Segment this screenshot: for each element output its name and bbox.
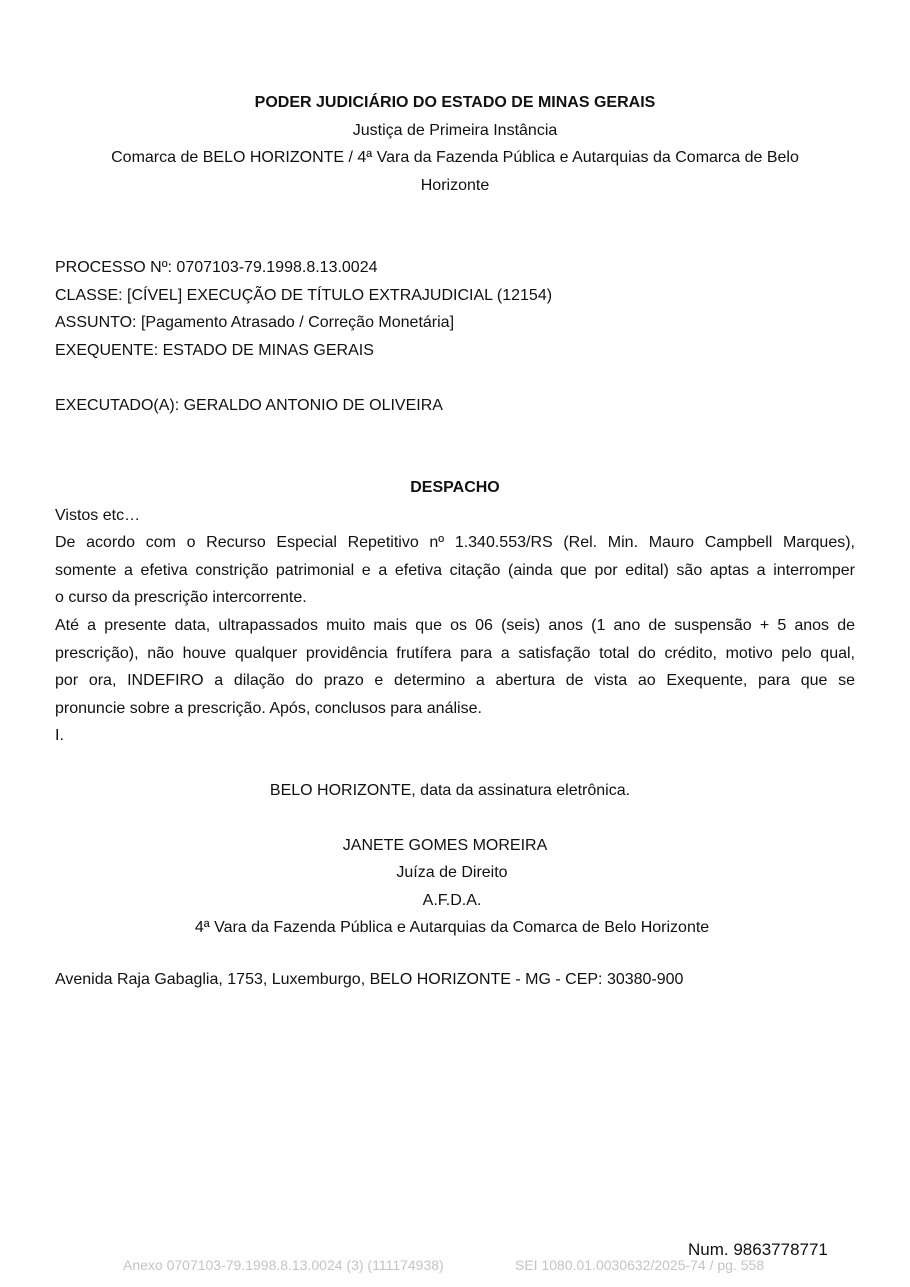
paragraph-1-line: De acordo com o Recurso Especial Repetitivo nº 1.340.553/RS (Rel. Min. Mauro Campbell Marques), xyxy=(55,534,855,551)
instance-line: Justiça de Primeira Instância xyxy=(352,122,558,139)
processo-number: PROCESSO Nº: 0707103-79.1998.8.13.0024 xyxy=(55,259,378,276)
paragraph-2-line: Até a presente data, ultrapassados muito mais que os 06 (seis) anos (1 ano de suspensão + 5 anos de xyxy=(55,617,855,634)
court-name: 4ª Vara da Fazenda Pública e Autarquias da Comarca de Belo Horizonte xyxy=(194,919,710,936)
vistos-line: Vistos etc… xyxy=(55,507,141,524)
paragraph-2-line: por ora, INDEFIRO a dilação do prazo e determino a abertura de vista ao Exequente, para que se xyxy=(55,672,855,689)
exequente: EXEQUENTE: ESTADO DE MINAS GERAIS xyxy=(55,342,374,359)
closing-mark: I. xyxy=(55,727,64,744)
comarca-line-2: Horizonte xyxy=(420,177,490,194)
executado: EXECUTADO(A): GERALDO ANTONIO DE OLIVEIRA xyxy=(55,397,443,414)
place-date: BELO HORIZONTE, data da assinatura eletrônica. xyxy=(269,782,631,799)
despacho-title: DESPACHO xyxy=(410,479,500,496)
judge-role: Juíza de Direito xyxy=(396,864,508,881)
case-subject: ASSUNTO: [Pagamento Atrasado / Correção Monetária] xyxy=(55,314,455,331)
document-number: Num. 9863778771 xyxy=(688,1240,828,1259)
signature-abbreviation: A.F.D.A. xyxy=(422,892,482,909)
court-address: Avenida Raja Gabaglia, 1753, Luxemburgo, BELO HORIZONTE - MG - CEP: 30380-900 xyxy=(55,971,684,988)
paragraph-1-line: o curso da prescrição intercorrente. xyxy=(55,589,307,606)
footer-sei-reference: SEI 1080.01.0030632/2025-74 / pg. 558 xyxy=(515,1257,765,1273)
court-header: PODER JUDICIÁRIO DO ESTADO DE MINAS GERAIS xyxy=(254,94,656,111)
case-class: CLASSE: [CÍVEL] EXECUÇÃO DE TÍTULO EXTRAJUDICIAL (12154) xyxy=(55,287,553,304)
paragraph-2-line: prescrição), não houve qualquer providência frutífera para a satisfação total do crédito, motivo pelo qual, xyxy=(55,645,855,662)
footer-annex: Anexo 0707103-79.1998.8.13.0024 (3) (111174938) xyxy=(123,1257,444,1273)
comarca-line-1: Comarca de BELO HORIZONTE / 4ª Vara da Fazenda Pública e Autarquias da Comarca de Belo xyxy=(111,149,799,166)
paragraph-1-line: somente a efetiva constrição patrimonial e a efetiva citação (ainda que por edital) são aptas a interromper xyxy=(55,562,855,579)
judge-name: JANETE GOMES MOREIRA xyxy=(342,837,548,854)
paragraph-2-line: pronuncie sobre a prescrição. Após, conclusos para análise. xyxy=(55,700,482,717)
